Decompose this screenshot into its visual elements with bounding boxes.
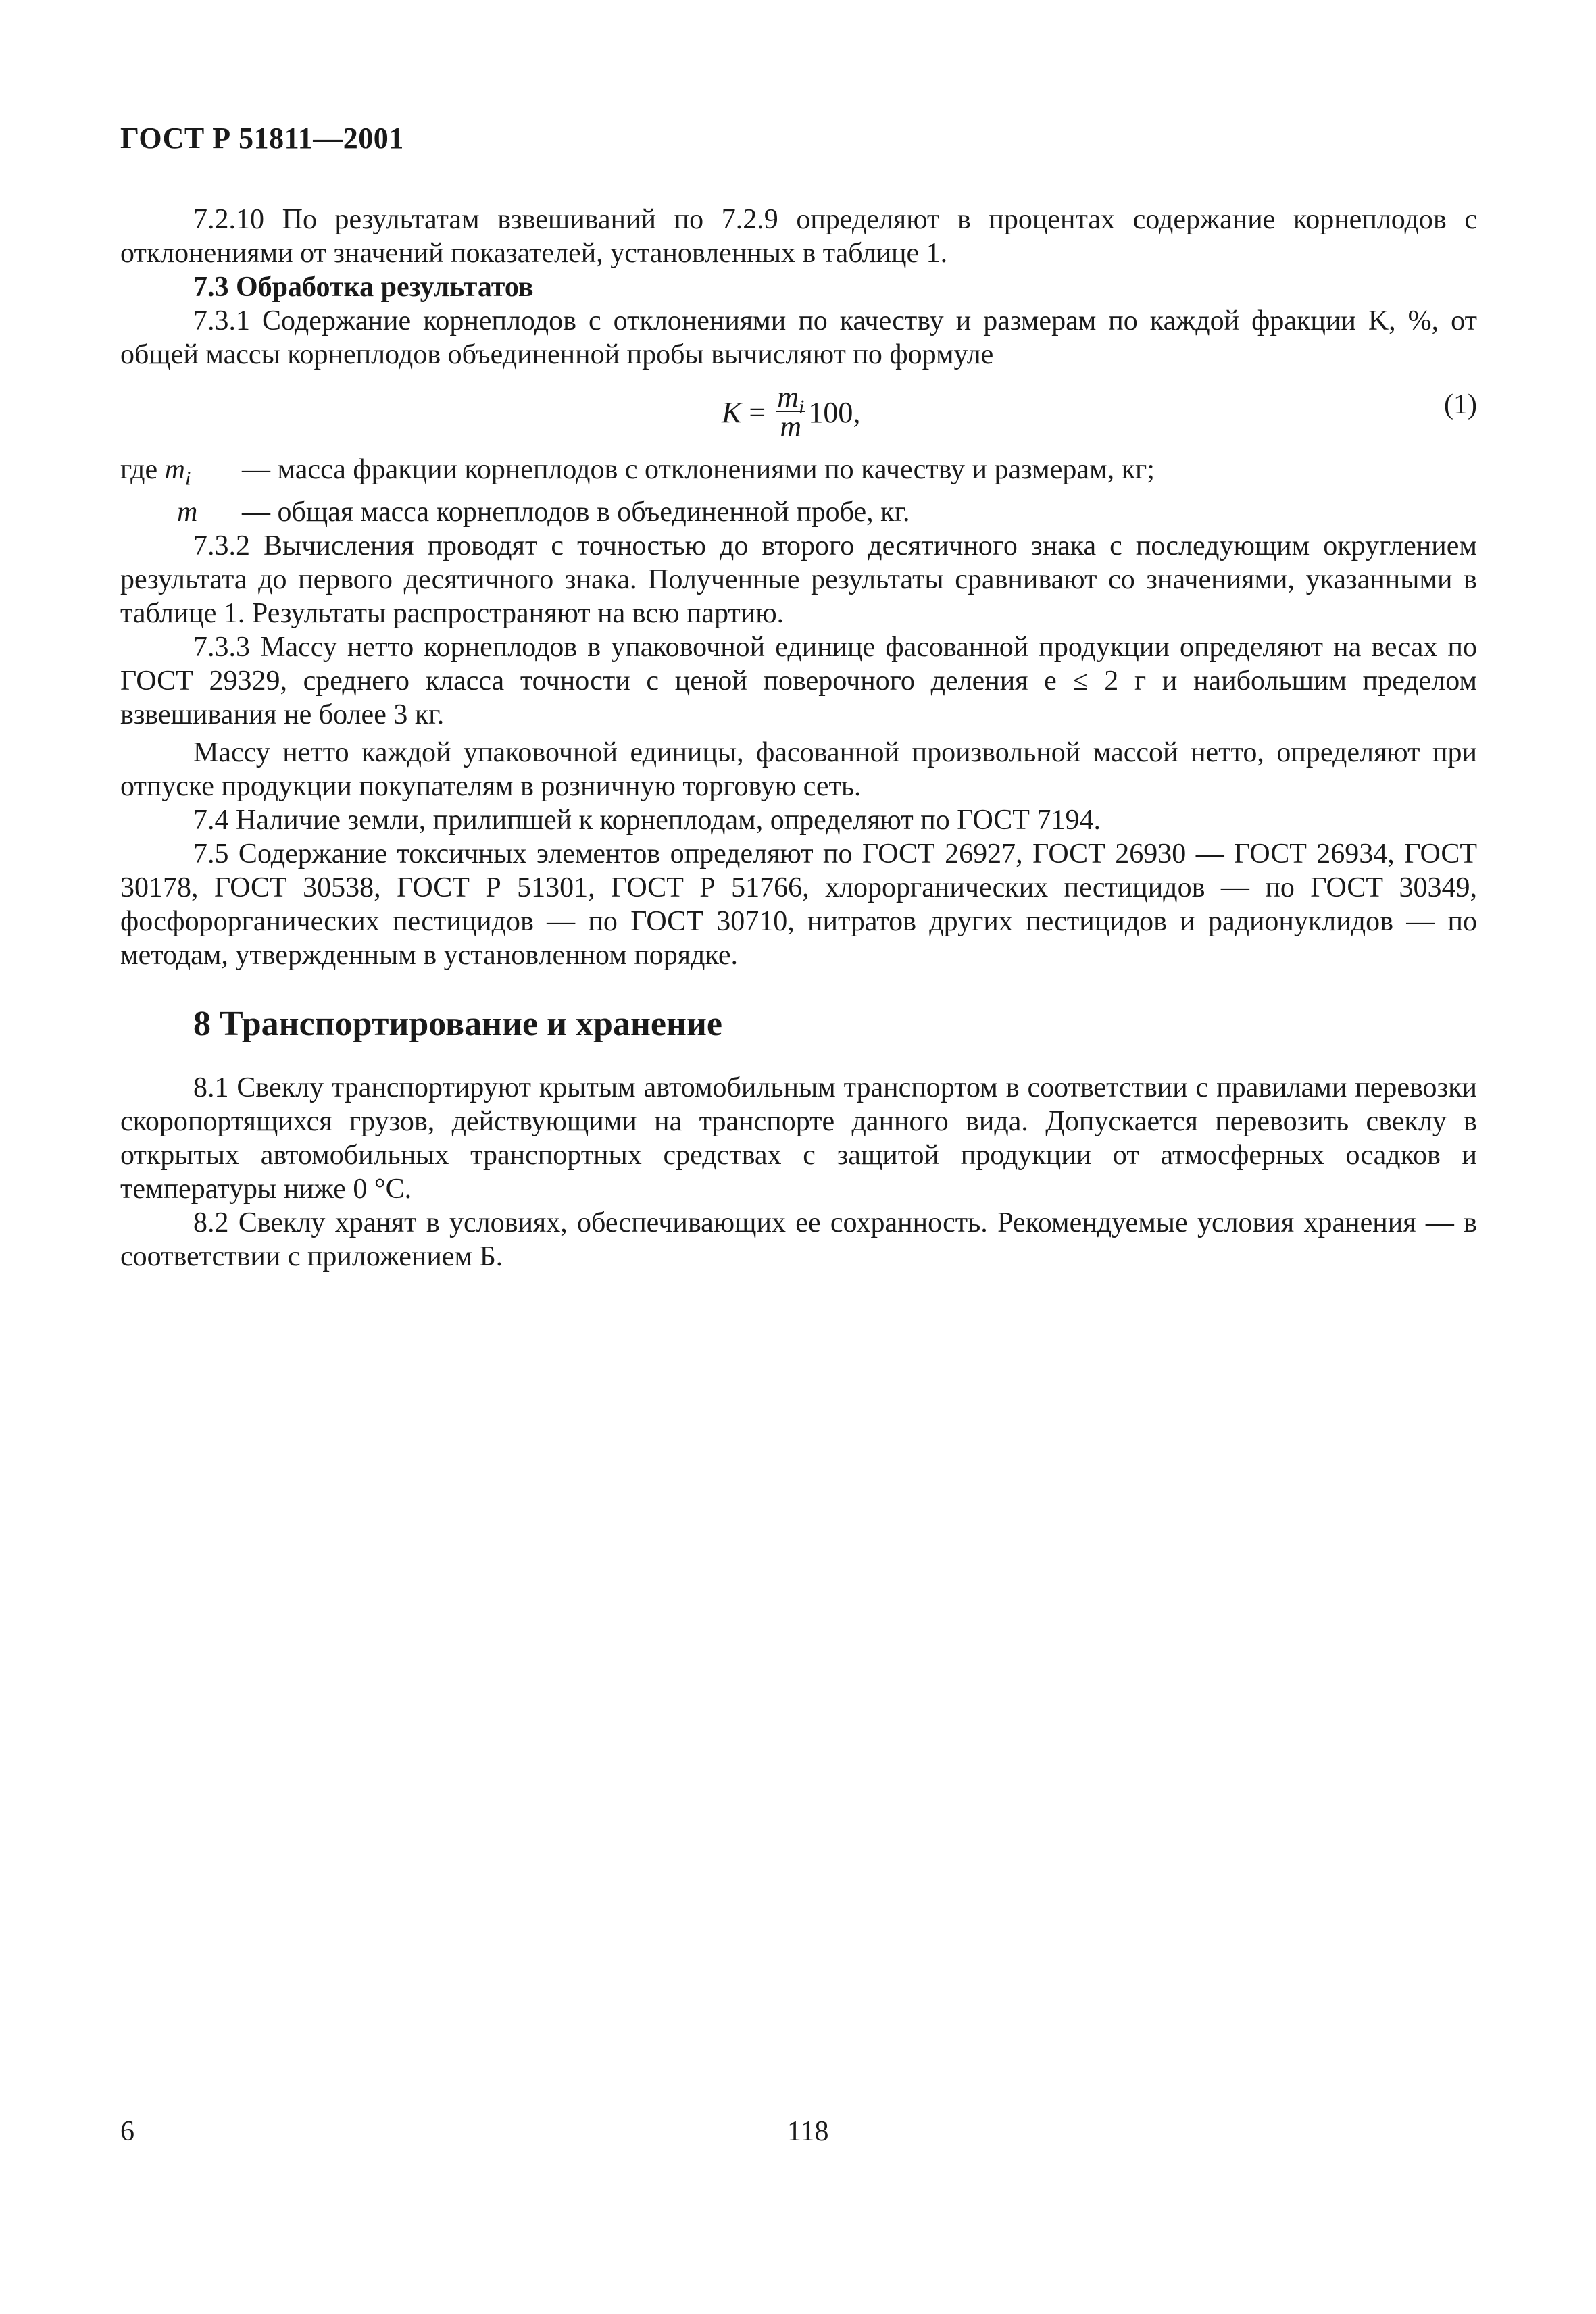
document-body: [120, 203, 1477, 1274]
formula-1: [120, 373, 1477, 453]
legend-row-mi: [120, 453, 1477, 495]
formula-expression: [722, 380, 861, 445]
paragraph-7-5: 7.5 Содержание токсичных элементов определяют по ГОСТ 26927, ГОСТ 26930 — ГОСТ 26934, ГОСТ 30178, ГОСТ 30538, ГОСТ Р 51301, ГОСТ Р 51766, хлорорганических пестицидов — по ГОСТ 30349, фосфорорганических пестицидов — по ГОСТ 30710, нитратов других пестицидов и радионуклидов — по методам, утвержденным в установленном порядке.: [120, 838, 1477, 972]
standard-code-header: ГОСТ Р 51811—2001: [120, 122, 404, 155]
legend-text-mi: — масса фракции корнеплодов с отклонениями по качеству и размерам, кг;: [242, 454, 1155, 485]
section-heading-8: 8 Транспортирование и хранение: [193, 1005, 722, 1044]
formula-denominator: m: [780, 410, 802, 443]
formula-factor: 100,: [808, 396, 861, 430]
page-number: 6: [120, 2116, 134, 2147]
legend-symbol-mi: где $m_i$: [120, 454, 191, 490]
paragraph-netto: Массу нетто каждой упаковочной единицы, фасованной произвольной массой нетто, определяют при отпуске продукции покупателям в розничную торговую сеть.: [120, 737, 1477, 803]
legend-text-m: — общая масса корнеплодов в объединенной пробе, кг.: [242, 497, 910, 528]
paragraph-7-3-2: 7.3.2 Вычисления проводят с точностью до второго десятичного знака с последующим округлением результата до первого десятичного знака. Полученные результаты сравнивают со значениями, указанными в таблице 1. Результаты распространяют на всю партию.: [120, 530, 1477, 630]
paragraph-7-3-1: 7.3.1 Содержание корнеплодов с отклонениями по качеству и размерам по каждой фракции K, %, от общей массы корнеплодов объединенной пробы вычисляют по формуле: [120, 305, 1477, 370]
sheet-number: 118: [787, 2116, 829, 2147]
subsection-heading-7-3: 7.3 Обработка результатов: [193, 272, 534, 303]
formula-number: (1): [1444, 389, 1477, 420]
paragraph-7-3-3: 7.3.3 Массу нетто корнеплодов в упаковочной единице фасованной продукции определяют на весах по ГОСТ 29329, среднего класса точности с ценой поверочного деления e ≤ 2 г и наибольшим пределом взвешивания не более 3 кг.: [120, 632, 1477, 731]
paragraph-7-2-10: 7.2.10 По результатам взвешиваний по 7.2.9 определяют в процентах содержание корнеплодов с отклонениями от значений показателей, установленных в таблице 1.: [120, 204, 1477, 269]
formula-lhs: K: [722, 396, 742, 430]
legend-symbol-m: m: [177, 497, 198, 528]
paragraph-8-2: 8.2 Свеклу хранят в условиях, обеспечивающих ее сохранность. Рекомендуемые условия хранения — в соответствии с приложением Б.: [120, 1207, 1477, 1273]
formula-fraction: [776, 380, 805, 443]
formula-equals: =: [749, 396, 766, 430]
formula-legend: [120, 453, 1477, 529]
paragraph-8-1: 8.1 Свеклу транспортируют крытым автомобильным транспортом в соответствии с правилами перевозки скоропортящихся грузов, действующими на транспорте данного вида. Допускается перевозить свеклу в открытых автомобильных транспортных средствах с защитой продукции от атмосферных осадков и температуры ниже 0 °С.: [120, 1072, 1477, 1205]
formula-numerator: $m_i$: [777, 380, 805, 418]
legend-row-m: [120, 495, 1477, 529]
paragraph-7-4: 7.4 Наличие земли, прилипшей к корнеплодам, определяют по ГОСТ 7194.: [193, 805, 1101, 836]
